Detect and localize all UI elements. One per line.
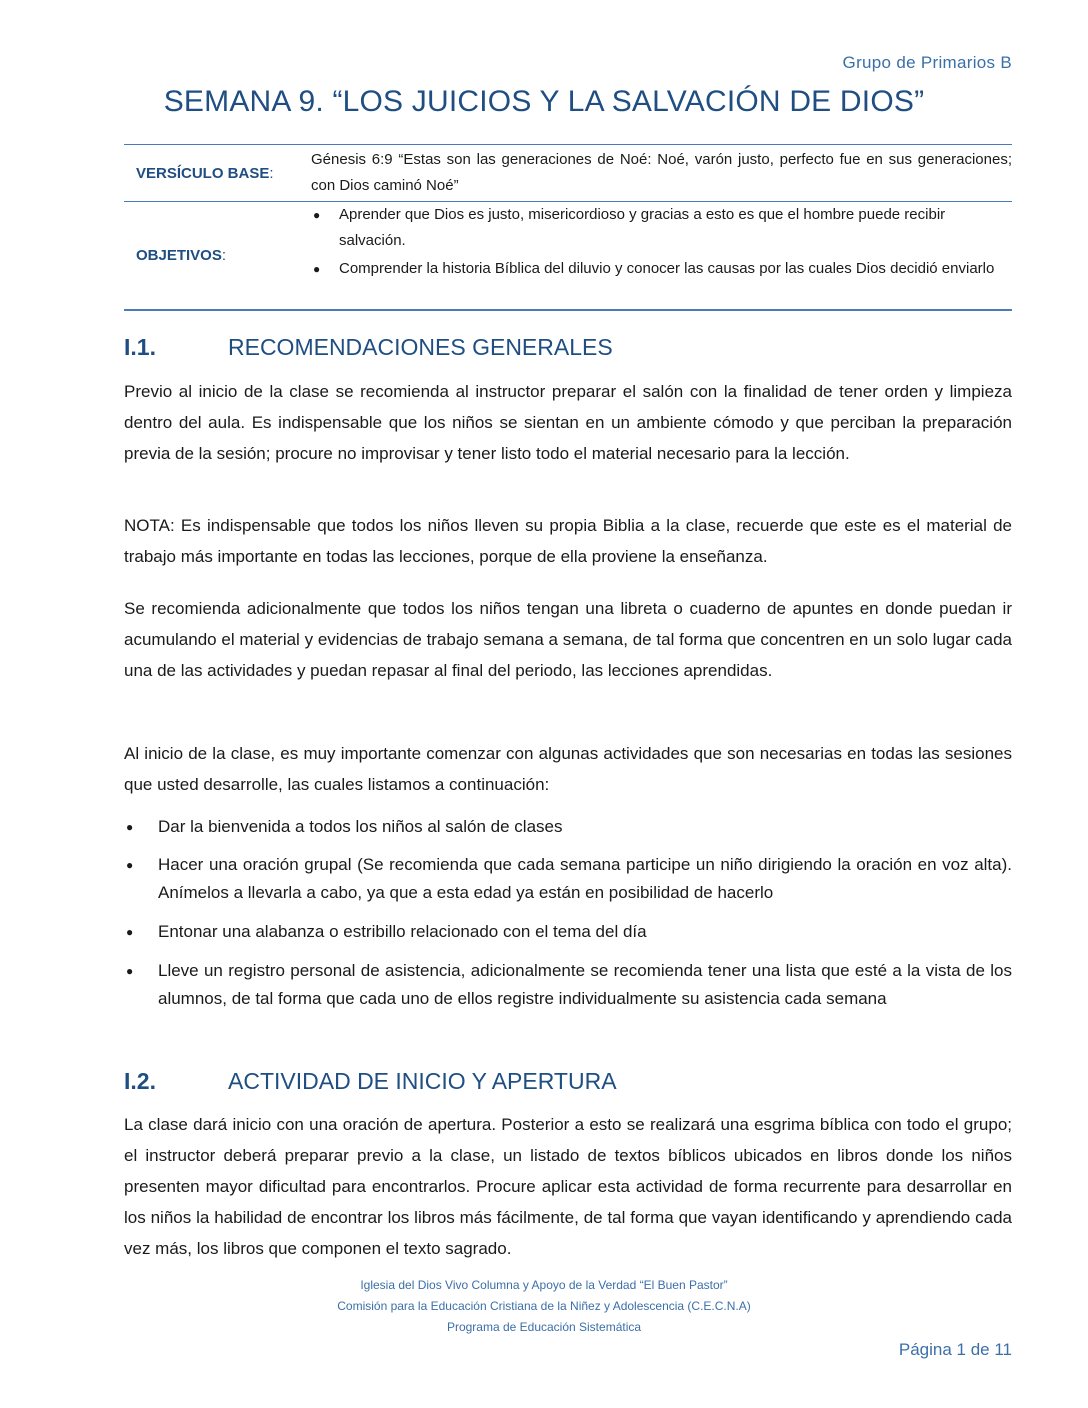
section-heading	[124, 334, 613, 361]
objective-text: Comprender la historia Bíblica del diluvio y conocer las causas por las cuales Dios decidió enviarlo	[339, 260, 995, 277]
list-item-text: Lleve un registro personal de asistencia, adicionalmente se recomienda tener una lista que esté a la vista de los alumnos, de tal forma que cada uno de ellos registre individualmente su asistencia cada semana	[158, 961, 1012, 1008]
verse-row	[124, 145, 1012, 201]
list-item-text: Hacer una oración grupal (Se recomienda que cada semana participe un niño dirigiendo la oración en voz alta). Anímelos a llevarla a cabo, ya que a esta edad ya están en posibilidad de hacerlo	[158, 855, 1012, 902]
section-number: I.2.	[124, 1068, 156, 1094]
page-title: SEMANA 9. “LOS JUICIOS Y LA SALVACIÓN DE DIOS”	[163, 85, 925, 118]
note-text: : Es indispensable que todos los niños lleven su propia Biblia a la clase, recuerde que este es el material de trabajo más importante en todas las lecciones, porque de ella proviene la enseñanza.	[124, 516, 1012, 566]
list-item	[124, 957, 1012, 1013]
page-number: Página 1 de 11	[898, 1340, 1012, 1359]
paragraph: Se recomienda adicionalmente que todos los niños tengan una libreta o cuaderno de apuntes en donde puedan ir acumulando el material y evidencias de trabajo semana a semana, de tal forma que concentren en un solo lugar cada una de las actividades y puedan repasar al final del periodo, las lecciones aprendidas.	[124, 599, 1012, 680]
header-group-label: Grupo de Primarios B	[842, 53, 1012, 72]
list-item-text: Entonar una alabanza o estribillo relacionado con el tema del día	[158, 922, 647, 941]
footer-line: Comisión para la Educación Cristiana de la Niñez y Adolescencia (C.E.C.N.A)	[337, 1299, 751, 1313]
bullet-dot-icon: ●	[313, 208, 321, 222]
objective-item	[311, 202, 1012, 254]
footer-line: Iglesia del Dios Vivo Columna y Apoyo de la Verdad “El Buen Pastor”	[360, 1278, 728, 1292]
objectives-row	[124, 201, 1012, 309]
objectives-label: OBJETIVOS	[136, 247, 222, 264]
info-table	[124, 144, 1012, 311]
section-title: ACTIVIDAD DE INICIO Y APERTURA	[228, 1068, 617, 1094]
objectives-list	[311, 202, 1012, 309]
paragraph: Previo al inicio de la clase se recomienda al instructor preparar el salón con la finalidad de tener orden y limpieza dentro del aula. Es indispensable que los niños se sientan en un ambiente cómodo y que perciban la preparación previa de la sesión; procure no improvisar y tener listo todo el material necesario para la lección.	[124, 382, 1012, 463]
colon: :	[269, 164, 274, 182]
note-paragraph	[124, 510, 1012, 572]
bullet-dot-icon: ●	[126, 820, 134, 834]
section-heading	[124, 1068, 617, 1095]
verse-label: VERSÍCULO BASE	[136, 164, 270, 182]
footer	[0, 1275, 1088, 1338]
objective-text: Aprender que Dios es justo, misericordioso y gracias a esto es que el hombre puede recibir salvación.	[339, 206, 946, 249]
paragraph: La clase dará inicio con una oración de apertura. Posterior a esto se realizará una esgrima bíblica con todo el grupo; el instructor deberá preparar previo a la clase, un listado de textos bíblicos ubicados en libros donde los niños presenten mayor dificultad para encontrarlos. Procure aplicar esta actividad de forma recurrente para desarrollar en los niños la habilidad de encontrar los libros más fácilmente, de tal forma que vayan identificando y aprendiendo cada vez más, los libros que componen el texto sagrado.	[124, 1115, 1012, 1258]
verse-text: Génesis 6:9 “Estas son las generaciones de Noé: Noé, varón justo, perfecto fue en sus generaciones; con Dios caminó Noé”	[311, 151, 1012, 194]
section-title: RECOMENDACIONES GENERALES	[228, 334, 613, 360]
bullet-dot-icon: ●	[126, 964, 134, 978]
bullet-dot-icon: ●	[126, 925, 134, 939]
verse-label-cell	[124, 145, 311, 201]
list-item	[124, 918, 1012, 946]
bullet-dot-icon: ●	[126, 858, 134, 872]
paragraph: Al inicio de la clase, es muy importante comenzar con algunas actividades que son necesarias en todas las sesiones que usted desarrolle, las cuales listamos a continuación:	[124, 744, 1012, 794]
list-item	[124, 813, 1012, 841]
bullet-dot-icon: ●	[313, 262, 321, 276]
footer-line: Programa de Educación Sistemática	[446, 1320, 642, 1334]
list-item-text: Dar la bienvenida a todos los niños al salón de clases	[158, 817, 563, 836]
section-number: I.1.	[124, 334, 156, 360]
list-item	[124, 851, 1012, 907]
objectives-label-cell	[124, 202, 311, 309]
colon: :	[221, 247, 227, 264]
note-label: NOTA	[124, 516, 170, 535]
objective-item	[311, 256, 1012, 282]
